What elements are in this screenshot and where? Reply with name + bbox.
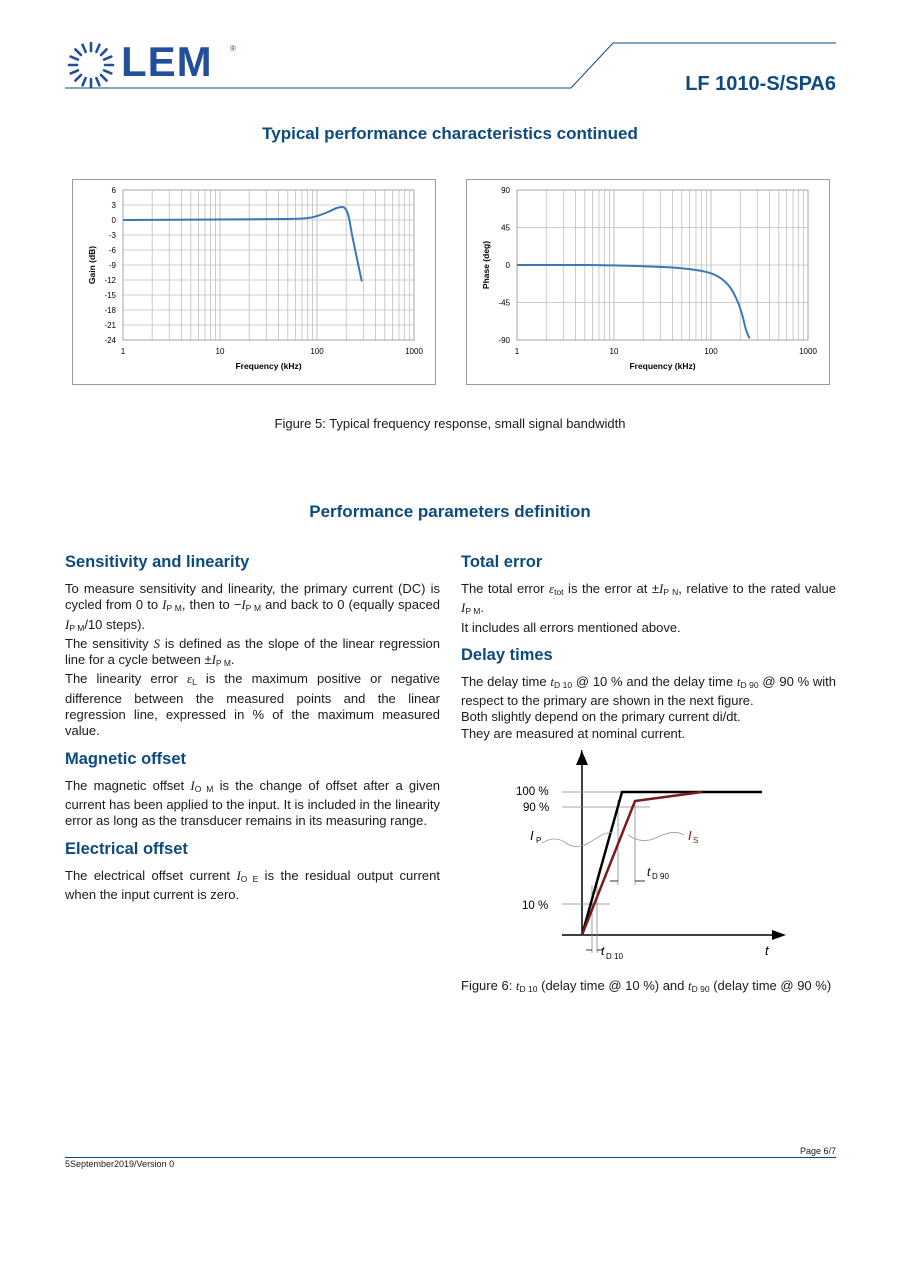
label-90-percent: 90 % bbox=[523, 802, 550, 814]
x-tick-label: 10 bbox=[215, 347, 225, 356]
y-tick-label: -24 bbox=[104, 336, 116, 345]
y-tick-label: -45 bbox=[498, 298, 510, 308]
x-axis-label: Frequency (kHz) bbox=[235, 361, 302, 371]
diagram-x-arrow bbox=[772, 930, 786, 940]
magnetic-offset-text: The magnetic offset $I_{O M}$ is the change of offset after a given current has been applied to the input. It is included in the linearity error as long as the transducer remains in its measuring range. bbox=[65, 777, 440, 829]
section-title-characteristics: Typical performance characteristics continued bbox=[262, 124, 638, 143]
right-column bbox=[461, 553, 836, 742]
label-td90-sub: D 90 bbox=[652, 872, 669, 881]
figure6-caption: Figure 6: $t_{D 10}$ (delay time @ 10 %) and $t_{D 90}$ (delay time @ 90 %) bbox=[461, 978, 832, 994]
y-tick-label: -15 bbox=[104, 291, 116, 300]
label-is-sub: S bbox=[693, 836, 699, 845]
y-tick-label: 45 bbox=[501, 223, 510, 233]
secondary-current-line bbox=[582, 792, 702, 935]
y-tick-label: -9 bbox=[108, 261, 116, 270]
phase-chart bbox=[466, 179, 830, 385]
x-tick-label: 1000 bbox=[405, 347, 423, 356]
delay-time-diagram bbox=[500, 745, 800, 970]
label-is: I bbox=[688, 828, 692, 843]
heading-sensitivity: Sensitivity and linearity bbox=[65, 553, 250, 571]
y-tick-label: 0 bbox=[111, 216, 116, 225]
heading-magnetic-offset: Magnetic offset bbox=[65, 749, 187, 768]
y-tick-label: 3 bbox=[111, 201, 116, 210]
footer-rule bbox=[65, 1157, 836, 1158]
logo-registered: ® bbox=[230, 44, 236, 53]
heading-electrical-offset: Electrical offset bbox=[65, 839, 188, 858]
y-tick-label: -6 bbox=[108, 246, 116, 255]
phase-chart-svg bbox=[467, 180, 829, 384]
heading-delay-times: Delay times bbox=[461, 645, 553, 664]
footer-version: 5September2019/Version 0 bbox=[65, 1159, 175, 1169]
y-tick-label: -18 bbox=[104, 306, 116, 315]
label-ip-sub: P bbox=[536, 836, 542, 845]
y-axis-label: Gain (dB) bbox=[87, 245, 97, 285]
x-tick-label: 1 bbox=[120, 347, 126, 356]
label-td90: t bbox=[647, 865, 651, 879]
label-td10: t bbox=[601, 944, 605, 958]
document-title: LF 1010-S/SPA6 bbox=[685, 73, 836, 95]
x-axis-label: Frequency (kHz) bbox=[629, 361, 696, 371]
y-tick-label: 6 bbox=[111, 186, 116, 195]
diagram-axis-i-label: I bbox=[579, 747, 583, 762]
x-tick-label: 1000 bbox=[799, 347, 817, 356]
gain-chart-svg bbox=[73, 180, 435, 384]
logo-text: LEM bbox=[121, 38, 213, 85]
y-tick-label: -12 bbox=[104, 276, 116, 285]
series-line bbox=[123, 207, 362, 282]
label-10-percent: 10 % bbox=[522, 900, 549, 912]
x-tick-label: 1 bbox=[514, 347, 520, 356]
left-column bbox=[65, 553, 440, 903]
figure5-caption: Figure 5: Typical frequency response, small signal bandwidth bbox=[274, 416, 626, 431]
label-ip: I bbox=[530, 828, 534, 843]
total-error-text: The total error $\varepsilon_{tot}$ is the error at $\pm I_{P N}$, relative to the rated value $I_{P M}$. It includes all errors mentioned above. bbox=[461, 581, 836, 635]
x-tick-label: 100 bbox=[310, 347, 324, 356]
section-title-parameters: Performance parameters definition bbox=[309, 502, 591, 521]
sensitivity-text: To measure sensitivity and linearity, the primary current (DC) is cycled from 0 to $I_{P M}$, then to $-I_{P M}$ and back to 0 (equally spaced $I_{P M}/10$ steps). The sensitivity S is defined as the slope of the linear regression line for a cycle between $\pm I_{P M}$. The linearity error $\varepsilon_L$ is the maximum positive or negative difference between the measured points and the linear regression line, expressed in % of the maximum measured value. bbox=[65, 581, 440, 739]
y-axis-label: Phase (deg) bbox=[481, 240, 491, 290]
y-tick-label: -3 bbox=[108, 231, 116, 240]
series-line bbox=[517, 265, 750, 338]
y-tick-label: 90 bbox=[501, 186, 510, 195]
gain-chart bbox=[72, 179, 436, 385]
y-tick-label: 0 bbox=[505, 261, 510, 270]
label-100-percent: 100 % bbox=[516, 786, 549, 798]
heading-total-error: Total error bbox=[461, 553, 543, 571]
delay-times-text: The delay time $t_{D 10}$ @ 10 % and the delay time $t_{D 90}$ @ 90 % with respect to the primary are shown in the next figure. Both slightly depend on the primary current di/dt. They are measured at nominal current. bbox=[461, 673, 837, 741]
electrical-offset-text: The electrical offset current $I_{O E}$ is the residual output current when the input current is zero. bbox=[65, 867, 440, 902]
footer-page-number: Page 6/7 bbox=[799, 1146, 836, 1156]
diagram-axis-t-label: t bbox=[765, 943, 769, 958]
x-tick-label: 100 bbox=[704, 347, 718, 356]
x-tick-label: 10 bbox=[609, 347, 619, 356]
y-tick-label: -90 bbox=[498, 336, 510, 345]
label-td10-sub: D 10 bbox=[606, 952, 623, 961]
header bbox=[0, 0, 900, 100]
y-tick-label: -21 bbox=[104, 321, 116, 330]
